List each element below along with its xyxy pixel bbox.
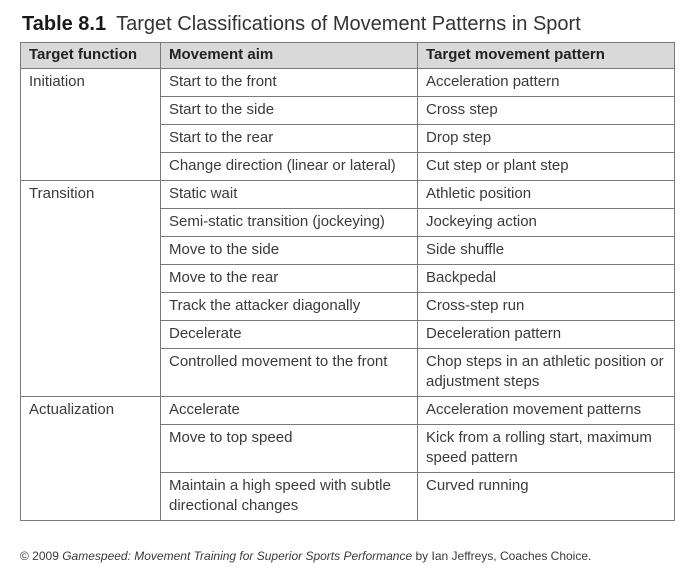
cell-pattern: Cross-step run <box>418 293 675 321</box>
cell-pattern: Athletic position <box>418 181 675 209</box>
cell-pattern: Curved running <box>418 473 675 521</box>
cell-pattern: Cut step or plant step <box>418 153 675 181</box>
group-label: Initiation <box>21 69 161 181</box>
cell-aim: Start to the side <box>161 97 418 125</box>
group-label: Actualization <box>21 397 161 521</box>
cell-pattern: Deceleration pattern <box>418 321 675 349</box>
table-row <box>21 397 675 425</box>
header-target-function: Target function <box>21 43 161 69</box>
header-target-movement-pattern: Target movement pattern <box>418 43 675 69</box>
table-caption <box>22 12 581 36</box>
footer-book-title: Gamespeed: Movement Training for Superior Sports Performance <box>62 549 413 563</box>
cell-pattern: Backpedal <box>418 265 675 293</box>
table-row <box>21 69 675 97</box>
table-title: Target Classifications of Movement Patterns in Sport <box>116 13 581 35</box>
table-row <box>21 181 675 209</box>
cell-aim: Change direction (linear or lateral) <box>161 153 418 181</box>
footer-suffix: by Ian Jeffreys, Coaches Choice. <box>412 549 592 563</box>
cell-aim: Start to the rear <box>161 125 418 153</box>
cell-aim: Decelerate <box>161 321 418 349</box>
cell-pattern: Kick from a rolling start, maximum speed pattern <box>418 425 675 473</box>
cell-aim: Maintain a high speed with subtle directional changes <box>161 473 418 521</box>
cell-aim: Start to the front <box>161 69 418 97</box>
cell-pattern: Acceleration pattern <box>418 69 675 97</box>
header-movement-aim: Movement aim <box>161 43 418 69</box>
cell-aim: Move to top speed <box>161 425 418 473</box>
cell-pattern: Jockeying action <box>418 209 675 237</box>
table-header-row <box>21 43 675 69</box>
movement-patterns-table <box>20 42 675 521</box>
cell-aim: Move to the rear <box>161 265 418 293</box>
cell-aim: Semi-static transition (jockeying) <box>161 209 418 237</box>
cell-aim: Track the attacker diagonally <box>161 293 418 321</box>
cell-aim: Static wait <box>161 181 418 209</box>
cell-pattern: Acceleration movement patterns <box>418 397 675 425</box>
cell-pattern: Cross step <box>418 97 675 125</box>
cell-aim: Controlled movement to the front <box>161 349 418 397</box>
group-label: Transition <box>21 181 161 397</box>
cell-pattern: Drop step <box>418 125 675 153</box>
cell-aim: Accelerate <box>161 397 418 425</box>
cell-aim: Move to the side <box>161 237 418 265</box>
cell-pattern: Side shuffle <box>418 237 675 265</box>
footer-prefix: © 2009 <box>20 549 63 563</box>
copyright-footer <box>20 548 591 564</box>
table-number: Table 8.1 <box>22 13 107 35</box>
cell-pattern: Chop steps in an athletic position or adjustment steps <box>418 349 675 397</box>
